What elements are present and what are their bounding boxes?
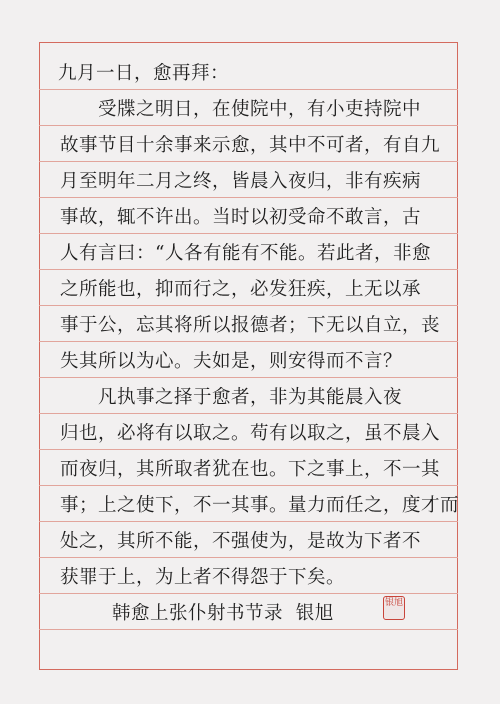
- text-line: 获罪于上，为上者不得怨于下矣。: [60, 567, 346, 588]
- text-line: 处之，其所不能，不强使为，是故为下者不: [60, 531, 422, 552]
- text-line: 事故，辄不许出。当时以初受命不敢言，古: [60, 207, 422, 228]
- letter-greeting: 九月一日，愈再拜：: [58, 63, 230, 84]
- text-line: 人有言曰：“人各有能有不能。若此者，非愈: [60, 243, 431, 264]
- text-line: 事；上之使下，不一其事。量力而任之，度才而: [60, 495, 460, 516]
- text-line: 归也，必将有以取之。苟有以取之，虽不晨入: [60, 423, 441, 444]
- text-line: 故事节目十余事来示愈，其中不可者，有自九: [60, 135, 441, 156]
- text-line: 失其所以为心。夫如是，则安得而不言？: [60, 351, 403, 372]
- red-seal-stamp: [383, 596, 405, 620]
- text-line: 事于公，忘其将所以报德者；下无以自立，丧: [60, 315, 441, 336]
- signature-line: 韩愈上张仆射书节录 银旭: [112, 603, 334, 624]
- text-line: 之所能也，抑而行之，必发狂疾，上无以承: [60, 279, 422, 300]
- text-line: 受牒之明日，在使院中，有小吏持院中: [98, 99, 422, 120]
- seal-text: 银旭: [384, 598, 403, 608]
- text-line: 而夜归，其所取者犹在也。下之事上，不一其: [60, 459, 441, 480]
- text-line: 凡执事之择于愈者，非为其能晨入夜: [98, 387, 403, 408]
- text-line: 月至明年二月之终，皆晨入夜归，非有疾病: [60, 171, 422, 192]
